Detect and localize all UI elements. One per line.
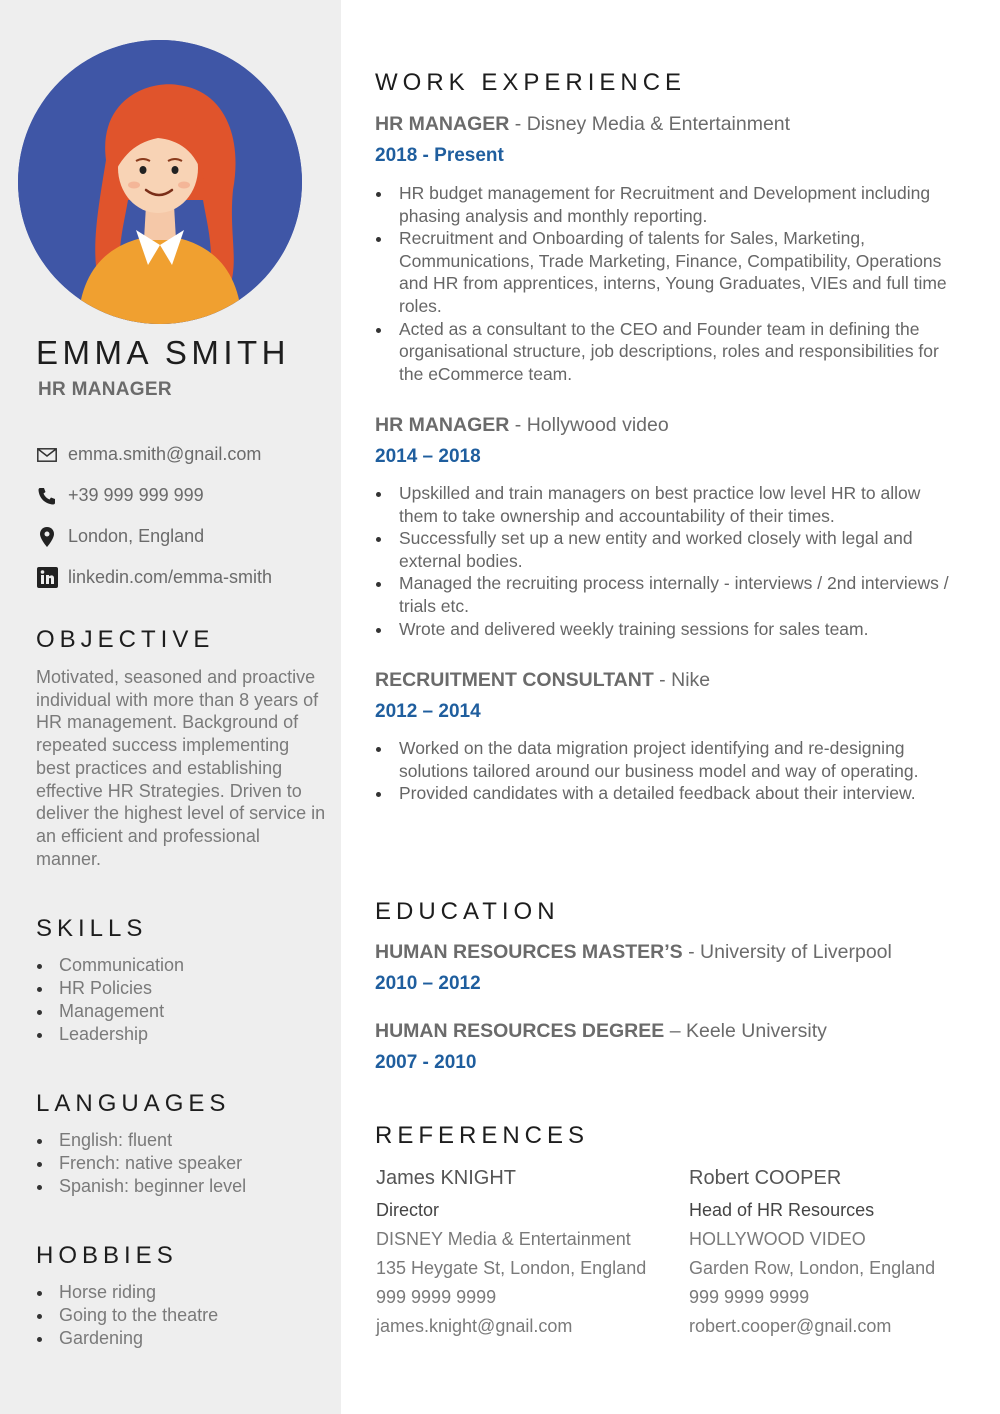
education-degree xyxy=(375,941,892,964)
linkedin-icon xyxy=(36,567,58,589)
list-item: Acted as a consultant to the CEO and Founder team in defining the organisational structure, job descriptions, roles and responsibilities for the eCommerce team. xyxy=(375,318,955,386)
contact-linkedin-text: linkedin.com/emma-smith xyxy=(68,567,273,587)
job-bullets xyxy=(375,482,955,640)
list-item: Leadership xyxy=(36,1023,184,1046)
job-bullets xyxy=(375,737,955,805)
reference-company: DISNEY Media & Entertainment xyxy=(376,1229,631,1249)
objective-text: Motivated, seasoned and proactive individual with more than 8 years of HR management. Background of repeated success implementing best practices and establishing effective HR Strategies. Driven to deliver the highest level of service in an efficient and professional manner. xyxy=(36,667,326,869)
degree-school: University of Liverpool xyxy=(700,941,892,963)
contact-email-text: emma.smith@gnail.com xyxy=(68,444,262,464)
reference-phone: 999 9999 9999 xyxy=(376,1287,497,1307)
person-name: EMMA SMITH xyxy=(36,334,291,371)
list-item: Wrote and delivered weekly training sessions for sales team. xyxy=(375,618,955,641)
hobbies-list xyxy=(36,1281,218,1350)
job-role: RECRUITMENT CONSULTANT xyxy=(375,669,654,691)
list-item: Upskilled and train managers on best practice low level HR to allow them to take ownership and accountability of their times. xyxy=(375,482,955,527)
reference-email[interactable]: james.knight@gnail.com xyxy=(376,1316,573,1336)
list-item: English: fluent xyxy=(36,1129,246,1152)
reference-name: Robert COOPER xyxy=(689,1167,842,1189)
reference-email[interactable]: robert.cooper@gnail.com xyxy=(689,1316,892,1336)
job-title xyxy=(375,113,790,136)
reference-address: Garden Row, London, England xyxy=(689,1258,936,1278)
job-company: Nike xyxy=(671,669,711,691)
degree-school: Keele University xyxy=(685,1020,827,1042)
degree-name: HUMAN RESOURCES MASTER’S xyxy=(375,941,683,963)
skills-title: SKILLS xyxy=(36,915,148,942)
reference-position: Head of HR Resources xyxy=(689,1200,875,1220)
reference-phone: 999 9999 9999 xyxy=(689,1287,810,1307)
reference-card xyxy=(689,1164,989,1341)
location-pin-icon xyxy=(36,526,58,548)
contact-list xyxy=(36,434,336,598)
job-dates: 2014 – 2018 xyxy=(375,446,481,467)
list-item: HR Policies xyxy=(36,977,184,1000)
reference-address: 135 Heygate St, London, England xyxy=(376,1258,647,1278)
list-item: Recruitment and Onboarding of talents for Sales, Marketing, Communications, Trade Marketing, Finance, Compatibility, Operations and HR from apprentices, interns, Young Graduates, VIEs and full time roles. xyxy=(375,227,955,317)
education-degree xyxy=(375,1020,827,1043)
languages-list xyxy=(36,1129,246,1198)
contact-phone[interactable] xyxy=(36,475,336,516)
job-role: HR MANAGER xyxy=(375,113,510,135)
degree-separator: - xyxy=(682,941,701,963)
job-dates: 2018 - Present xyxy=(375,145,504,166)
education-title: EDUCATION xyxy=(375,898,560,925)
work-experience-title: WORK EXPERIENCE xyxy=(375,69,687,96)
list-item: Going to the theatre xyxy=(36,1304,218,1327)
languages-title: LANGUAGES xyxy=(36,1090,231,1117)
objective-title: OBJECTIVE xyxy=(36,626,215,653)
skills-list xyxy=(36,954,184,1046)
job-separator: - xyxy=(509,414,527,436)
list-item: Communication xyxy=(36,954,184,977)
avatar xyxy=(18,40,302,324)
reference-name: James KNIGHT xyxy=(376,1167,517,1189)
sidebar xyxy=(0,0,341,1414)
degree-name: HUMAN RESOURCES DEGREE xyxy=(375,1020,665,1042)
contact-linkedin[interactable] xyxy=(36,557,336,598)
list-item: Horse riding xyxy=(36,1281,218,1304)
avatar-illustration xyxy=(18,40,302,324)
reference-position: Director xyxy=(376,1200,440,1220)
list-item: Managed the recruiting process internally - interviews / 2nd interviews / trials etc. xyxy=(375,572,955,617)
job-dates: 2012 – 2014 xyxy=(375,701,481,722)
job-bullets xyxy=(375,182,955,385)
list-item: Spanish: beginner level xyxy=(36,1175,246,1198)
person-role: HR MANAGER xyxy=(38,379,172,400)
contact-email[interactable] xyxy=(36,434,336,475)
reference-company: HOLLYWOOD VIDEO xyxy=(689,1229,866,1249)
list-item: Worked on the data migration project identifying and re-designing solutions tailored around our business model and way of operating. xyxy=(375,737,955,782)
list-item: Management xyxy=(36,1000,184,1023)
job-company: Hollywood video xyxy=(526,414,669,436)
list-item: Gardening xyxy=(36,1327,218,1350)
list-item: Successfully set up a new entity and worked closely with legal and external bodies. xyxy=(375,527,955,572)
contact-phone-text: +39 999 999 999 xyxy=(68,485,204,505)
contact-location xyxy=(36,516,336,557)
phone-icon xyxy=(36,485,58,507)
degree-separator: – xyxy=(664,1020,686,1042)
education-dates: 2007 - 2010 xyxy=(375,1052,477,1073)
list-item: HR budget management for Recruitment and Development including phasing analysis and monthly reporting. xyxy=(375,182,955,227)
list-item: Provided candidates with a detailed feedback about their interview. xyxy=(375,782,955,805)
envelope-icon xyxy=(36,444,58,466)
education-dates: 2010 – 2012 xyxy=(375,973,481,994)
list-item: French: native speaker xyxy=(36,1152,246,1175)
job-title xyxy=(375,414,669,437)
job-separator: - xyxy=(653,669,672,691)
contact-location-text: London, England xyxy=(68,526,205,546)
reference-card xyxy=(376,1164,676,1341)
job-separator: - xyxy=(509,113,527,135)
hobbies-title: HOBBIES xyxy=(36,1242,178,1269)
references-title: REFERENCES xyxy=(375,1122,590,1149)
job-role: HR MANAGER xyxy=(375,414,510,436)
job-company: Disney Media & Entertainment xyxy=(526,113,791,135)
job-title xyxy=(375,669,710,692)
